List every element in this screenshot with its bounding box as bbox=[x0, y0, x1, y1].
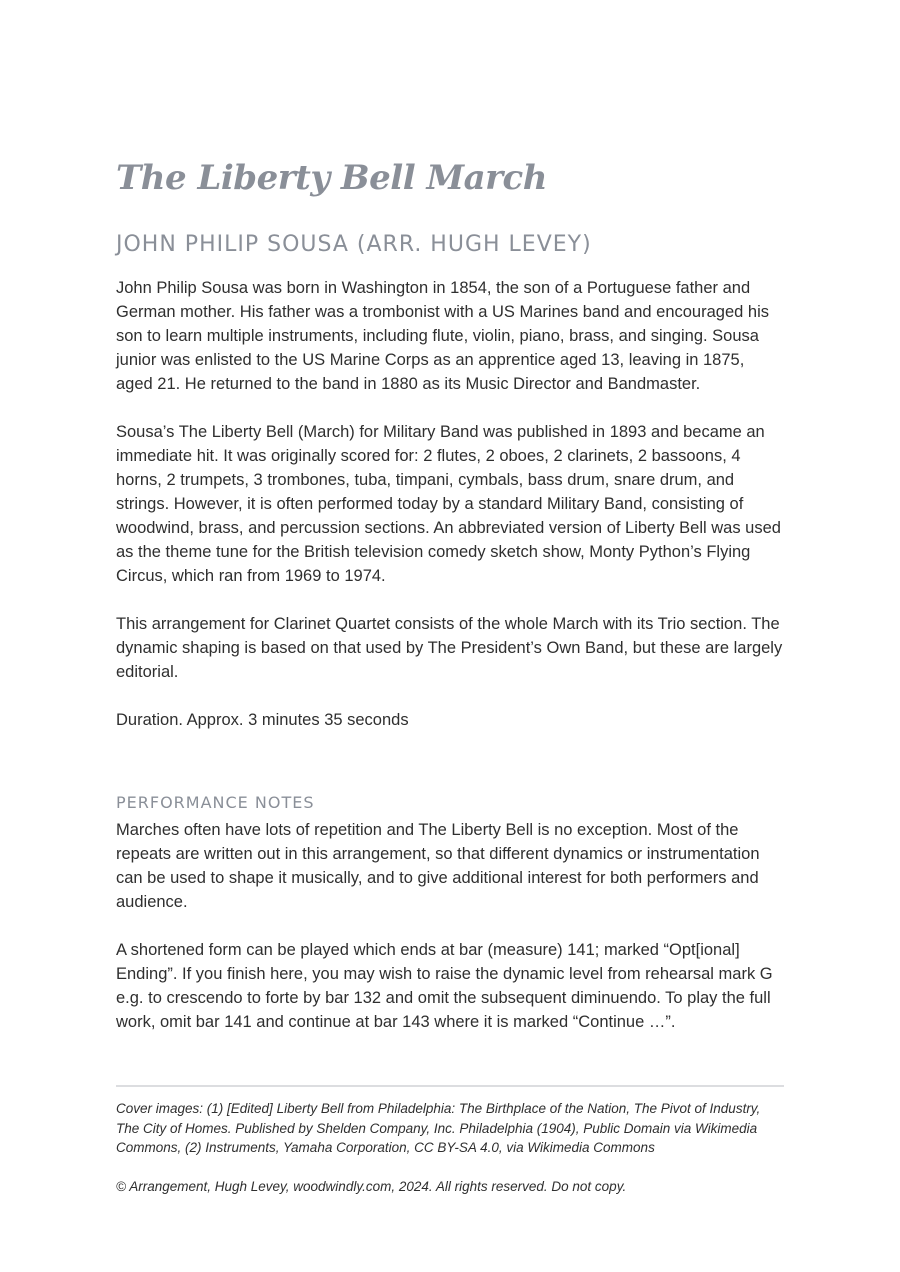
intro-paragraph-history: Sousa’s The Liberty Bell (March) for Military Band was published in 1893 and became an immediate hit. It was originally scored for: 2 flutes, 2 oboes, 2 clarinets, 2 bassoons, 4 horns, 2 trumpets, 3 trombones, tuba, timpani, cymbals, bass drum, snare drum, and strings. However, it is often performed today by a standard Military Band, consisting of woodwind, brass, and percussion sections. An abbreviated version of Liberty Bell was used as the theme tune for the British television comedy sketch show, Monty Python’s Flying Circus, which ran from 1969 to 1974. bbox=[116, 423, 781, 585]
composer-heading: JOHN PHILIP SOUSA (ARR. HUGH LEVEY) bbox=[116, 232, 592, 257]
intro-section bbox=[116, 276, 784, 756]
copyright-notice: © Arrangement, Hugh Levey, woodwindly.com, 2024. All rights reserved. Do not copy. bbox=[116, 1178, 627, 1194]
performance-notes-paragraph-shortened: A shortened form can be played which ends at bar (measure) 141; marked “Opt[ional] Ending”. If you finish here, you may wish to raise the dynamic level from rehearsal mark G e.g. to crescendo to forte by bar 132 and omit the subsequent diminuendo. To play the full work, omit bar 141 and continue at bar 143 where it is marked “Continue …”. bbox=[116, 941, 773, 1031]
performance-notes-paragraph-repeats: Marches often have lots of repetition and The Liberty Bell is no exception. Most of the repeats are written out in this arrangement, so that different dynamics or instrumentation can be used to shape it musically, and to give additional interest for both performers and audience. bbox=[116, 821, 760, 911]
intro-paragraph-biography: John Philip Sousa was born in Washington in 1854, the son of a Portuguese father and German mother. His father was a trombonist with a US Marines band and encouraged his son to learn multiple instruments, including flute, violin, piano, brass, and singing. Sousa junior was enlisted to the US Marine Corps as an apprentice aged 13, leaving in 1875, aged 21. He returned to the band in 1880 as its Music Director and Bandmaster. bbox=[116, 279, 769, 393]
performance-notes-section bbox=[116, 792, 784, 1058]
footer-divider bbox=[116, 1085, 784, 1087]
footer bbox=[116, 1099, 784, 1196]
performance-notes-heading: PERFORMANCE NOTES bbox=[116, 793, 315, 812]
intro-paragraph-duration: Duration. Approx. 3 minutes 35 seconds bbox=[116, 711, 409, 729]
page-title: The Liberty Bell March bbox=[116, 158, 547, 198]
cover-image-credits: Cover images: (1) [Edited] Liberty Bell from Philadelphia: The Birthplace of the Nation, The Pivot of Industry, The City of Homes. Published by Shelden Company, Inc. Philadelphia (1904), Public Domain via Wikimedia Commons, (2) Instruments, Yamaha Corporation, CC BY-SA 4.0, via Wikimedia Commons bbox=[116, 1101, 761, 1155]
intro-paragraph-arrangement: This arrangement for Clarinet Quartet consists of the whole March with its Trio section. The dynamic shaping is based on that used by The President’s Own Band, but these are largely editorial. bbox=[116, 615, 783, 681]
